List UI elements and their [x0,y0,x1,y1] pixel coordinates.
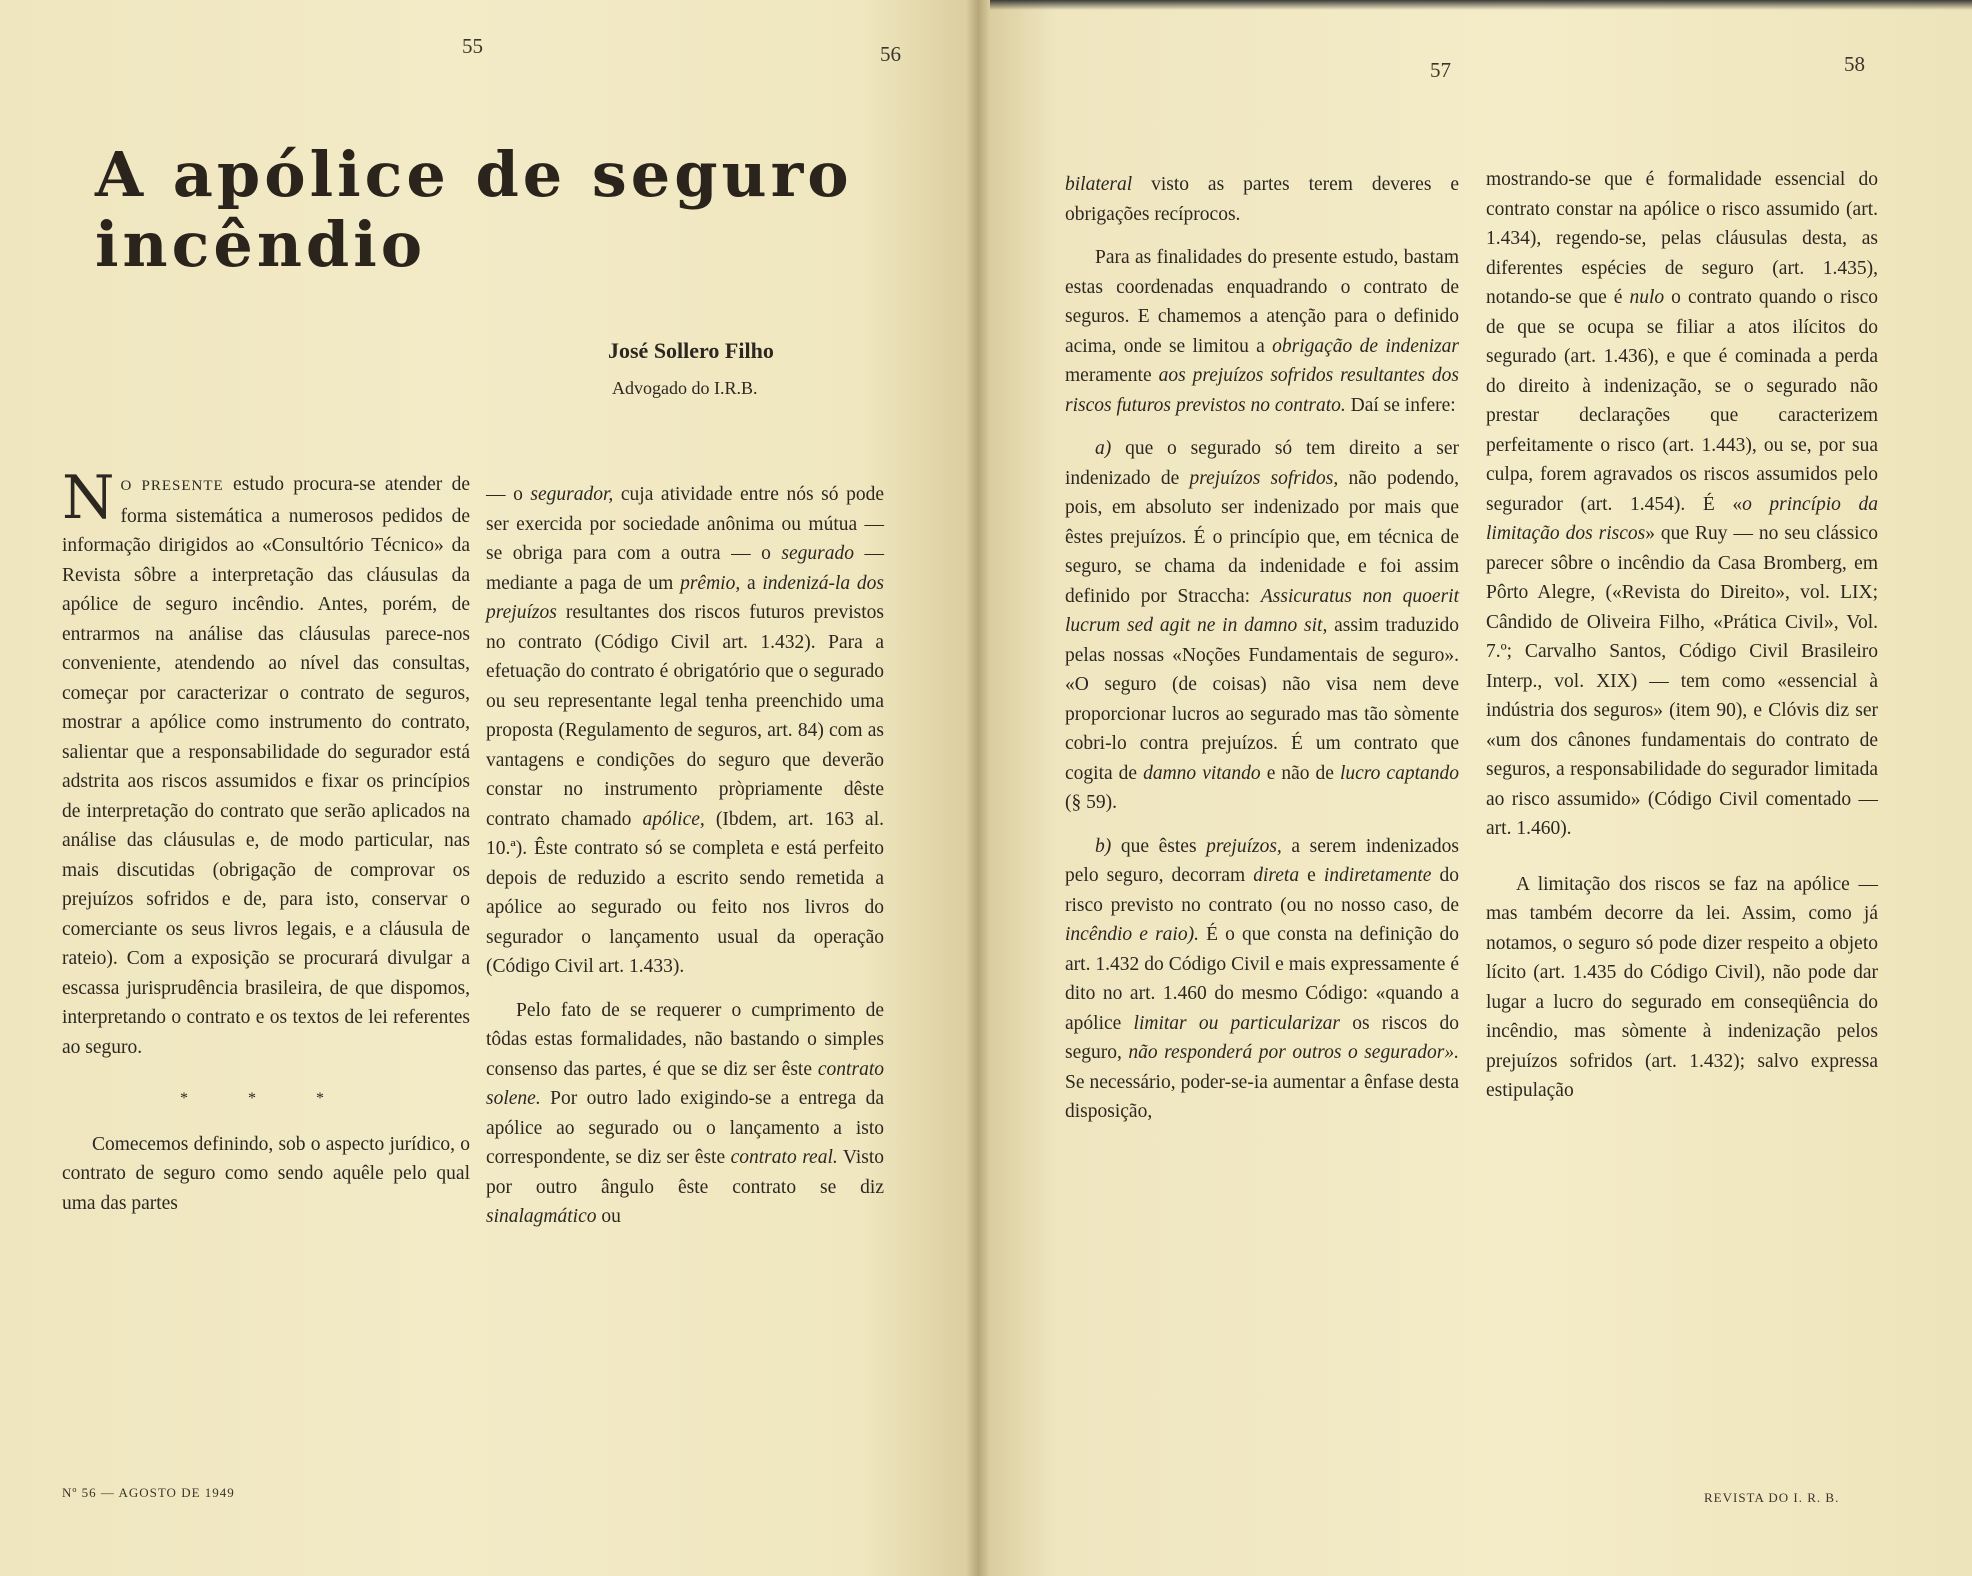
title-line: A apólice de seguro [95,138,853,211]
text-column-2 [486,480,884,1232]
paragraph: Para as finalidades do presente estudo, bastam estas coordenadas enquadrando o contrato de seguros. E chamemos a atenção para o definido acima, onde se limitou a obrigação de indenizar meramente aos prejuízos sofridos resultantes dos riscos futuros previstos no contrato. Daí se infere: [1065,247,1459,416]
paragraph [62,463,470,1062]
drop-cap: N [62,463,115,533]
paragraph-text: estudo procura-se atender de forma sistemática a numerosos pedidos de informação dirigidos ao «Consultório Técnico» da Revista sôbre a interpretação das cláusulas da apólice de seguro incêndio. Antes, porém, de entrarmos na análise das cláusulas parece-nos conveniente, atendendo ao nível das consultas, começar por caracterizar o contrato de seguros, mostrar a apólice como instrumento do contrato, salientar que a responsabilidade do segurador está adstrita aos riscos assumidos e fixar os princípios de interpretação do contrato que serão aplicados na análise das cláusulas e, de modo particular, nas mais discutidas (obrigação de comprovar os prejuízos sofridos e de, para isto, conservar o comerciante os seus livros legais, e a cláusula de rateio). Com a exposição se procurará divulgar a escassa jurisprudência brasileira, de que dispomos, interpretando o contrato e os textos de lei referentes ao seguro. [62,474,470,1058]
paragraph: Pelo fato de se requerer o cumprimento de tôdas estas formalidades, não bastando o simples consenso das partes, é que se diz ser êste contrato solene. Por outro lado exigindo-se a entrega da apólice ao segurado ou o lançamento a isto correspondente, se diz ser êste contrato real. Visto por outro ângulo êste contrato se diz sinalagmático ou [486,999,884,1227]
paragraph: a) que o segurado só tem direito a ser indenizado de prejuízos sofridos, não podendo, pois, em absoluto ser indenizado por mais que êstes prejuízos. É o princípio que, em técnica de seguro, se chama da indenidade e foi assim definido por Straccha: Assicuratus non quoerit lucrum sed agit ne in damno sit, assim traduzido pelas nossas «Noções Fundamentais de seguro». «O seguro (de coisas) não visa nem deve proporcionar lucros ao segurado mas tão sòmente cobri-lo contra prejuízos. É um contrato que cogita de damno vitando e não de lucro captando (§ 59). [1065,438,1460,813]
paragraph: bilateral visto as partes terem deveres e obrigações recíprocos. [1065,174,1459,225]
paragraph: mostrando-se que é formalidade essencial do contrato constar na apólice o risco assumido (art. 1.434), regendo-se, pelas cláusulas desta, as diferentes espécies de seguro (art. 1.435), notando-se que é nulo o contrato quando o risco de que se ocupa se filiar a atos ilícitos do segurado (art. 1.436), e que é cominada a perda do direito à indenização, se o segurado não prestar declarações que caracterizem perfeitamente o risco (art. 1.443), ou se, por sua culpa, forem agravados os riscos assumidos pelo segurador (art. 1.454). É «o princípio da limitação dos riscos» que Ruy — no seu clássico parecer sôbre o incêndio da Casa Bromberg, em Pôrto Alegre, («Revista do Direito», vol. LIX; Cândido de Oliveira Filho, «Prática Civil», Vol. 7.º; Carvalho Santos, Código Civil Brasileiro Interp., vol. XIX) — tem como «essencial à indústria dos seguros» (item 90), e Clóvis diz ser «um dos cânones fundamentais do contrato de seguros, a responsabilidade do segurador limitada ao risco assumido» (Código Civil comentado — art. 1.460). [1486,169,1878,839]
author-name: José Sollero Filho [608,338,774,363]
text-column-4 [1486,165,1878,1106]
page-number: 58 [1844,52,1865,76]
section-separator: * * * [180,1090,352,1107]
small-caps-lead: O PRESENTE [120,478,224,494]
footer-journal: REVISTA DO I. R. B. [1704,1490,1840,1505]
text-column-3 [1065,170,1459,1127]
footer-issue: Nº 56 — AGOSTO DE 1949 [62,1485,235,1500]
title-line: incêndio [95,208,427,281]
author-affiliation: Advogado do I.R.B. [612,378,758,398]
paragraph: A limitação dos riscos se faz na apólice — mas também decorre da lei. Assim, como já notamos, o seguro só pode dizer respeito a objeto lícito (art. 1.435 do Código Civil), não pode dar lugar a lucro do segurado em conseqüência do incêndio, mas sòmente à indenização pelos prejuízos sofridos (art. 1.432); salvo expressa estipulação [1486,873,1878,1101]
paragraph: — o segurador, cuja atividade entre nós só pode ser exercida por sociedade anônima ou mútua — se obriga para com a outra — o segurado — mediante a paga de um prêmio, a indenizá-la dos prejuízos resultantes dos riscos futuros previstos no contrato (Código Civil art. 1.432). Para a efetuação do contrato é obrigatório que o segurado ou seu representante legal tenha preenchido uma proposta (Regulamento de seguros, art. 84) com as vantagens e condições do seguro que deverão constar no instrumento pròpriamente dêste contrato chamado apólice, (Ibdem, art. 163 al. 10.ª). Êste contrato só se completa e está perfeito depois de reduzido a escrito sendo remetida a apólice ao segurado ou feito nos livros do segurador o lançamento usual da operação (Código Civil art. 1.433). [486,484,885,977]
page-number: 56 [880,42,901,66]
page-edge-shadow [990,0,1972,10]
book-spine [966,0,990,1576]
paragraph: b) que êstes prejuízos, a serem indenizados pelo seguro, decorram direta e indiretamente do risco previsto no contrato (ou no nosso caso, de incêndio e raio). É o que consta na definição do art. 1.432 do Código Civil e mais expressamente é dito no art. 1.460 do mesmo Código: «quando a apólice limitar ou particularizar os riscos do seguro, não responderá por outros o segurador». Se necessário, poder-se-ia aumentar a ênfase desta disposição, [1065,835,1460,1122]
paragraph: Comecemos definindo, sob o aspecto jurídico, o contrato de seguro como sendo aquêle pelo qual uma das partes [62,1133,470,1214]
article-title [95,140,853,280]
page-number: 57 [1430,58,1451,82]
text-column-1 [62,463,470,1218]
page-number: 55 [462,34,483,58]
